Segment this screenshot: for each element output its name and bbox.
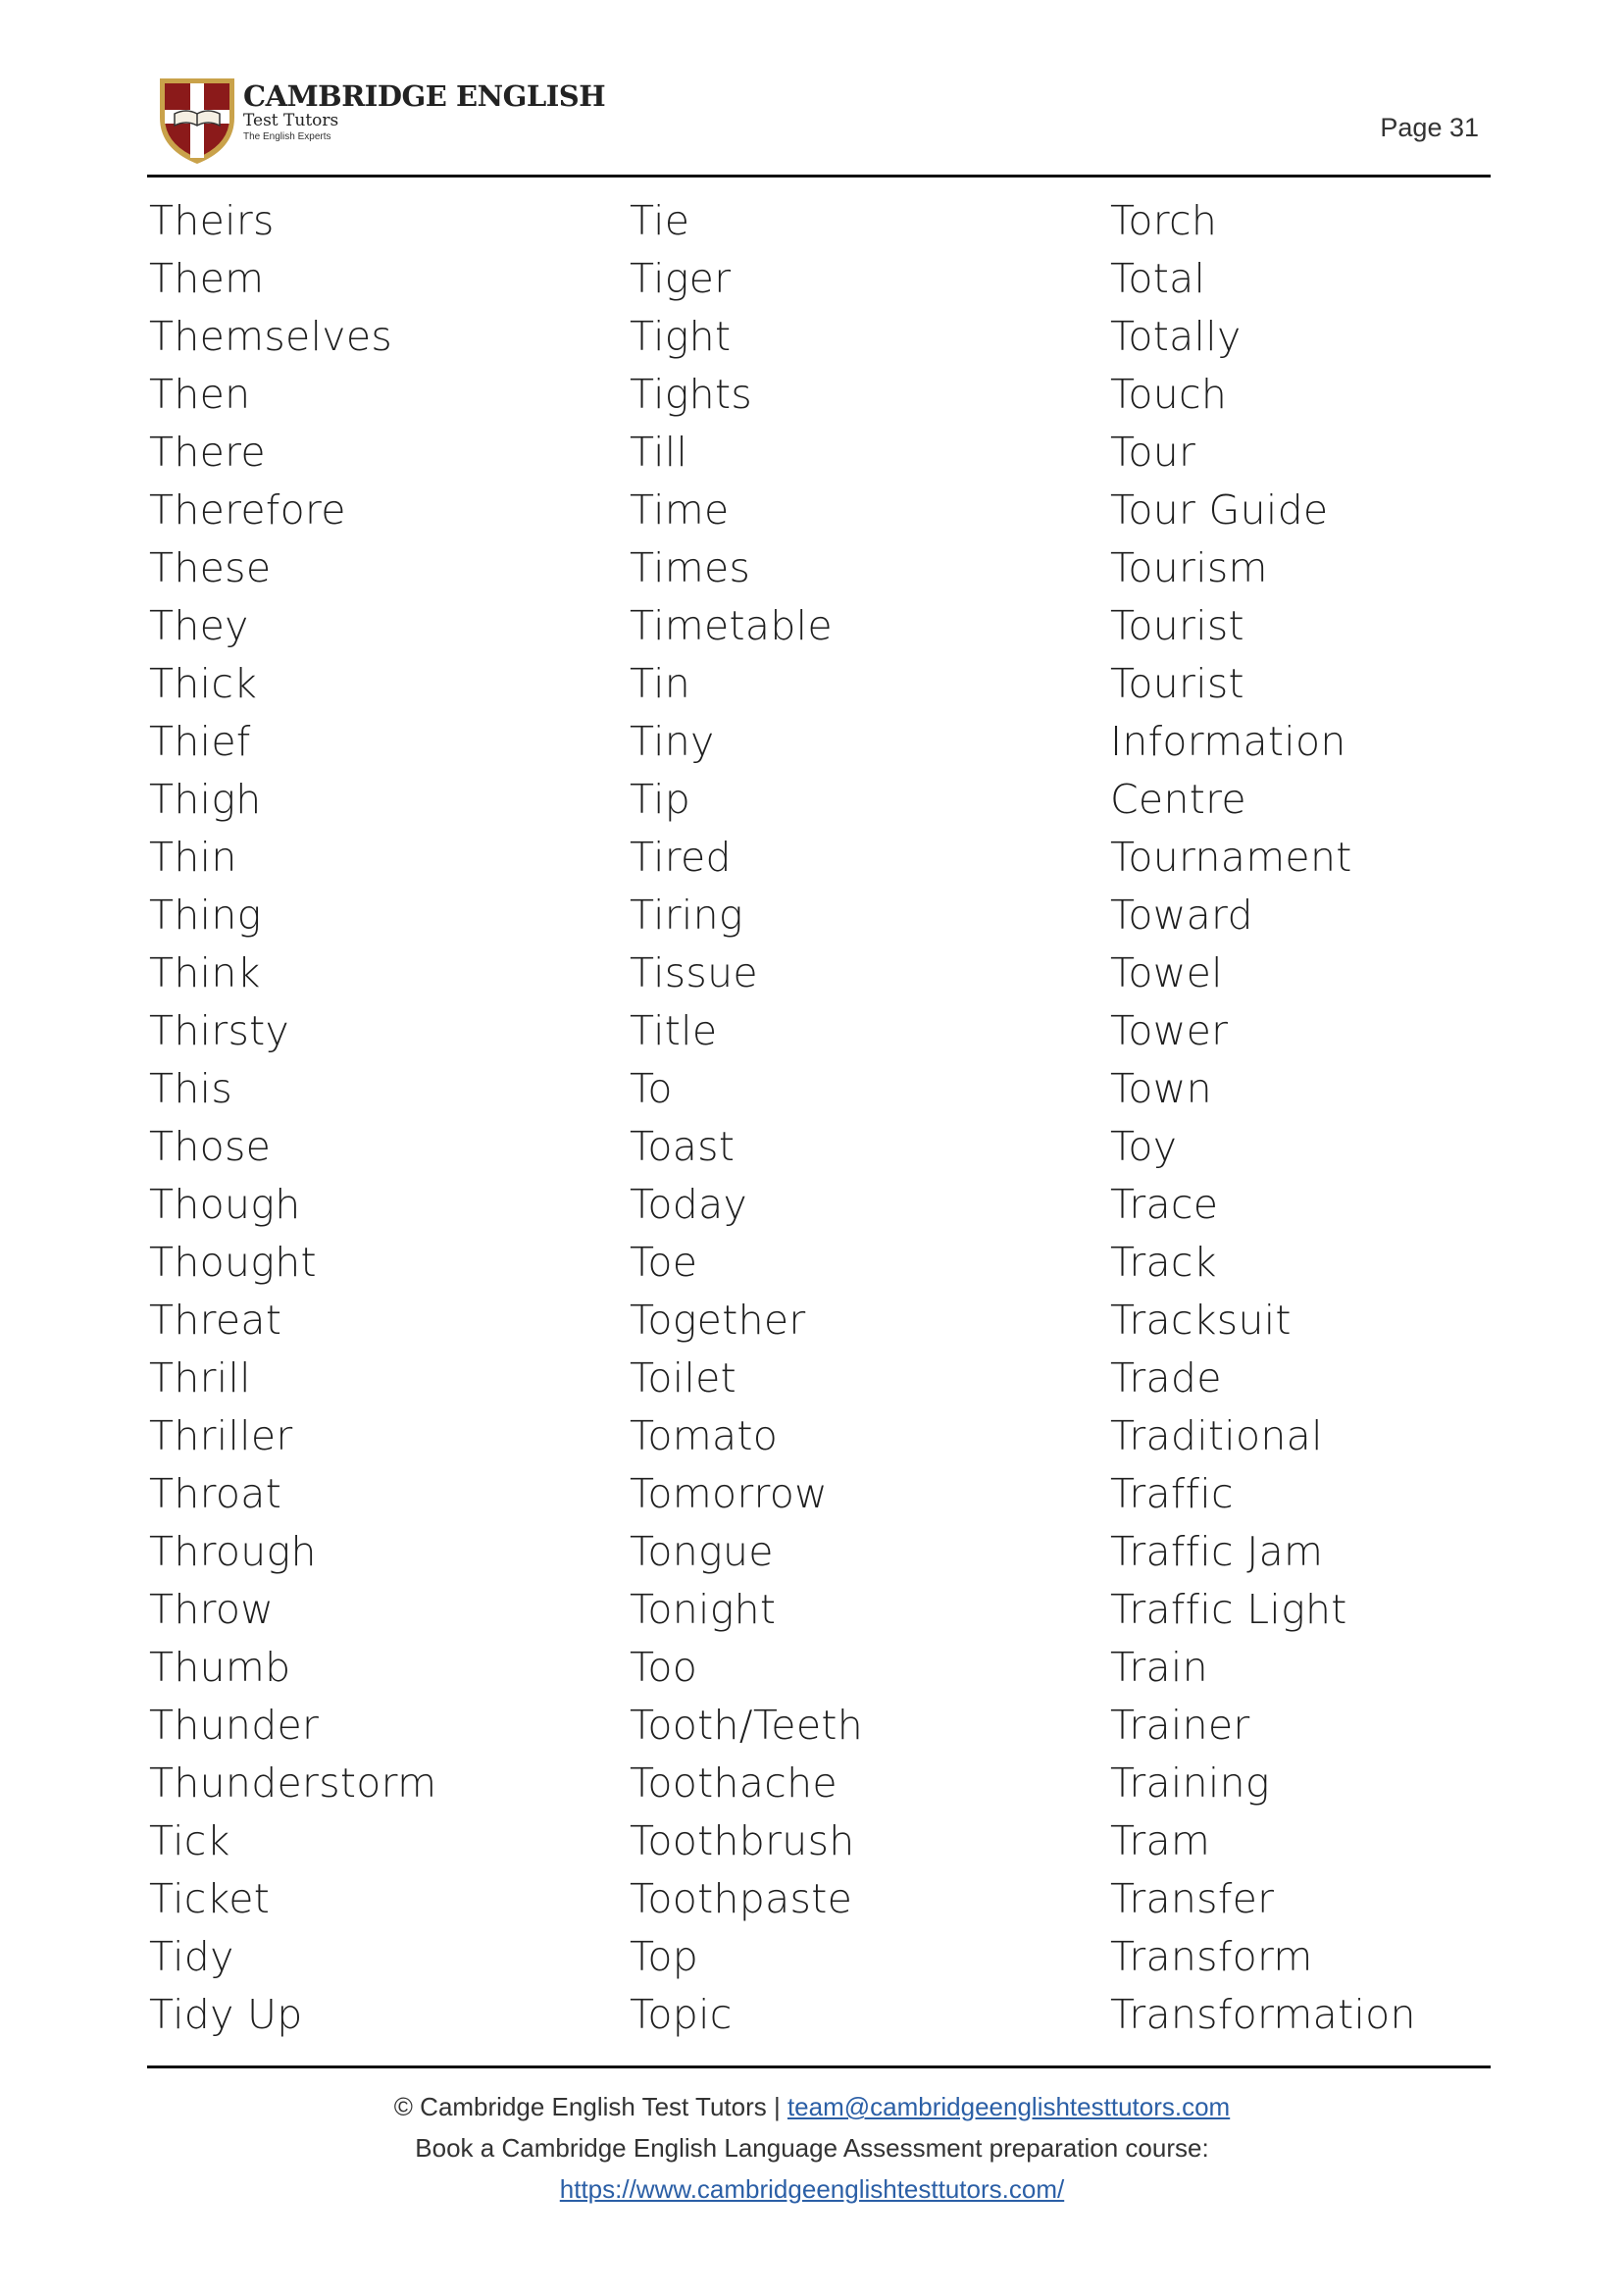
word-item: Think bbox=[149, 949, 261, 996]
word-item: Time bbox=[630, 486, 730, 534]
word-item: Trainer bbox=[1110, 1702, 1250, 1749]
word-item: Throw bbox=[149, 1586, 275, 1633]
word-item: Toothbrush bbox=[630, 1817, 855, 1864]
copyright-text: © Cambridge English Test Tutors | bbox=[393, 2092, 787, 2121]
word-item: Theirs bbox=[149, 197, 275, 244]
word-item: Tower bbox=[1110, 1007, 1229, 1054]
word-item: Toe bbox=[630, 1239, 698, 1286]
word-item: Traffic Jam bbox=[1110, 1528, 1324, 1575]
word-item: Together bbox=[630, 1297, 806, 1344]
course-text: Book a Cambridge English Language Assessment preparation course: bbox=[415, 2133, 1209, 2163]
brand-title: CAMBRIDGE ENGLISH bbox=[243, 79, 606, 113]
word-item: Thrill bbox=[149, 1354, 251, 1402]
page-number: Page 31 bbox=[1380, 113, 1479, 142]
word-item: Top bbox=[630, 1933, 699, 1980]
word-item: Tight bbox=[630, 313, 732, 360]
word-item: These bbox=[149, 544, 272, 591]
header-divider bbox=[147, 175, 1491, 178]
word-item: Toothache bbox=[630, 1759, 837, 1807]
word-item: Times bbox=[630, 544, 751, 591]
word-item: Tracksuit bbox=[1110, 1297, 1292, 1344]
word-item: To bbox=[630, 1065, 673, 1112]
word-item: Traditional bbox=[1110, 1412, 1323, 1459]
email-link[interactable]: team@cambridgeenglishtesttutors.com bbox=[787, 2092, 1231, 2121]
word-item: Thief bbox=[149, 718, 251, 765]
word-item: This bbox=[149, 1065, 232, 1112]
word-item: Tourism bbox=[1110, 544, 1268, 591]
word-item: Tie bbox=[630, 197, 690, 244]
word-item: Centre bbox=[1110, 776, 1246, 823]
word-item: Tourist bbox=[1110, 602, 1244, 649]
word-item: Tongue bbox=[630, 1528, 774, 1575]
word-item: Thigh bbox=[149, 776, 262, 823]
word-item: Toward bbox=[1110, 892, 1253, 939]
word-item: They bbox=[149, 602, 249, 649]
word-item: Transform bbox=[1110, 1933, 1313, 1980]
word-item: Thumb bbox=[149, 1644, 291, 1691]
word-item: Tiring bbox=[630, 892, 743, 939]
word-item: Tired bbox=[630, 834, 732, 881]
word-item: Trace bbox=[1110, 1181, 1219, 1228]
word-item: Training bbox=[1110, 1759, 1270, 1807]
word-item: Traffic Light bbox=[1110, 1586, 1347, 1633]
word-item: Though bbox=[149, 1181, 301, 1228]
word-item: Till bbox=[630, 429, 688, 476]
word-item: Tooth/Teeth bbox=[630, 1702, 864, 1749]
word-item: Transformation bbox=[1110, 1991, 1416, 2038]
word-item: Toothpaste bbox=[630, 1875, 853, 1922]
word-item: Thick bbox=[149, 660, 258, 707]
brand-subtitle: Test Tutors bbox=[243, 111, 339, 130]
word-column-3 bbox=[1110, 192, 1416, 2044]
word-item: Thunderstorm bbox=[149, 1759, 437, 1807]
word-item: Thriller bbox=[149, 1412, 293, 1459]
word-item: Tidy bbox=[149, 1933, 234, 1980]
word-item: Therefore bbox=[149, 486, 346, 534]
word-item: Through bbox=[149, 1528, 317, 1575]
word-item: Throat bbox=[149, 1470, 282, 1517]
word-item: Total bbox=[1110, 255, 1206, 302]
word-item: Thunder bbox=[149, 1702, 320, 1749]
word-item: Title bbox=[630, 1007, 718, 1054]
word-item: Tip bbox=[630, 776, 691, 823]
page-header bbox=[0, 0, 1624, 181]
word-item: Transfer bbox=[1110, 1875, 1275, 1922]
word-item: Toilet bbox=[630, 1354, 737, 1402]
word-item: There bbox=[149, 429, 266, 476]
word-item: Tour Guide bbox=[1110, 486, 1329, 534]
word-item: Today bbox=[630, 1181, 748, 1228]
brand-logo[interactable] bbox=[157, 75, 605, 167]
word-item: Tour bbox=[1110, 429, 1196, 476]
word-item: Tissue bbox=[630, 949, 758, 996]
word-column-2 bbox=[630, 192, 863, 2044]
word-item: Information bbox=[1110, 718, 1346, 765]
word-item: Toast bbox=[630, 1123, 736, 1170]
word-item: Tournament bbox=[1110, 834, 1352, 881]
word-item: Totally bbox=[1110, 313, 1242, 360]
word-item: Timetable bbox=[630, 602, 833, 649]
word-item: Too bbox=[630, 1644, 698, 1691]
word-item: Tin bbox=[630, 660, 691, 707]
word-item: Trade bbox=[1110, 1354, 1222, 1402]
word-item: Tights bbox=[630, 371, 753, 418]
word-item: Toy bbox=[1110, 1123, 1178, 1170]
word-item: Torch bbox=[1110, 197, 1218, 244]
word-item: Tick bbox=[149, 1817, 230, 1864]
word-item: Train bbox=[1110, 1644, 1208, 1691]
word-item: Then bbox=[149, 371, 251, 418]
word-item: Tiny bbox=[630, 718, 715, 765]
word-item: Thought bbox=[149, 1239, 317, 1286]
word-item: Traffic bbox=[1110, 1470, 1234, 1517]
word-item: Track bbox=[1110, 1239, 1217, 1286]
page-footer bbox=[0, 2089, 1624, 2213]
word-item: Those bbox=[149, 1123, 272, 1170]
word-column-1 bbox=[149, 192, 436, 2044]
brand-tagline: The English Experts bbox=[243, 131, 331, 142]
word-item: Thin bbox=[149, 834, 237, 881]
word-item: Themselves bbox=[149, 313, 393, 360]
word-item: Threat bbox=[149, 1297, 282, 1344]
footer-divider bbox=[147, 2065, 1491, 2068]
word-item: Tomorrow bbox=[630, 1470, 829, 1517]
word-item: Tram bbox=[1110, 1817, 1211, 1864]
shield-book-icon bbox=[157, 75, 237, 167]
word-item: Them bbox=[149, 255, 265, 302]
website-link[interactable]: https://www.cambridgeenglishtesttutors.com/ bbox=[559, 2174, 1065, 2204]
word-item: Towel bbox=[1110, 949, 1223, 996]
word-item: Tiger bbox=[630, 255, 732, 302]
word-item: Topic bbox=[630, 1991, 733, 2038]
word-item: Thing bbox=[149, 892, 262, 939]
word-item: Touch bbox=[1110, 371, 1228, 418]
word-item: Tonight bbox=[630, 1586, 777, 1633]
word-item: Tourist bbox=[1110, 660, 1244, 707]
word-item: Thirsty bbox=[149, 1007, 290, 1054]
word-item: Town bbox=[1110, 1065, 1212, 1112]
word-item: Ticket bbox=[149, 1875, 271, 1922]
word-item: Tidy Up bbox=[149, 1991, 303, 2038]
word-item: Tomato bbox=[630, 1412, 779, 1459]
